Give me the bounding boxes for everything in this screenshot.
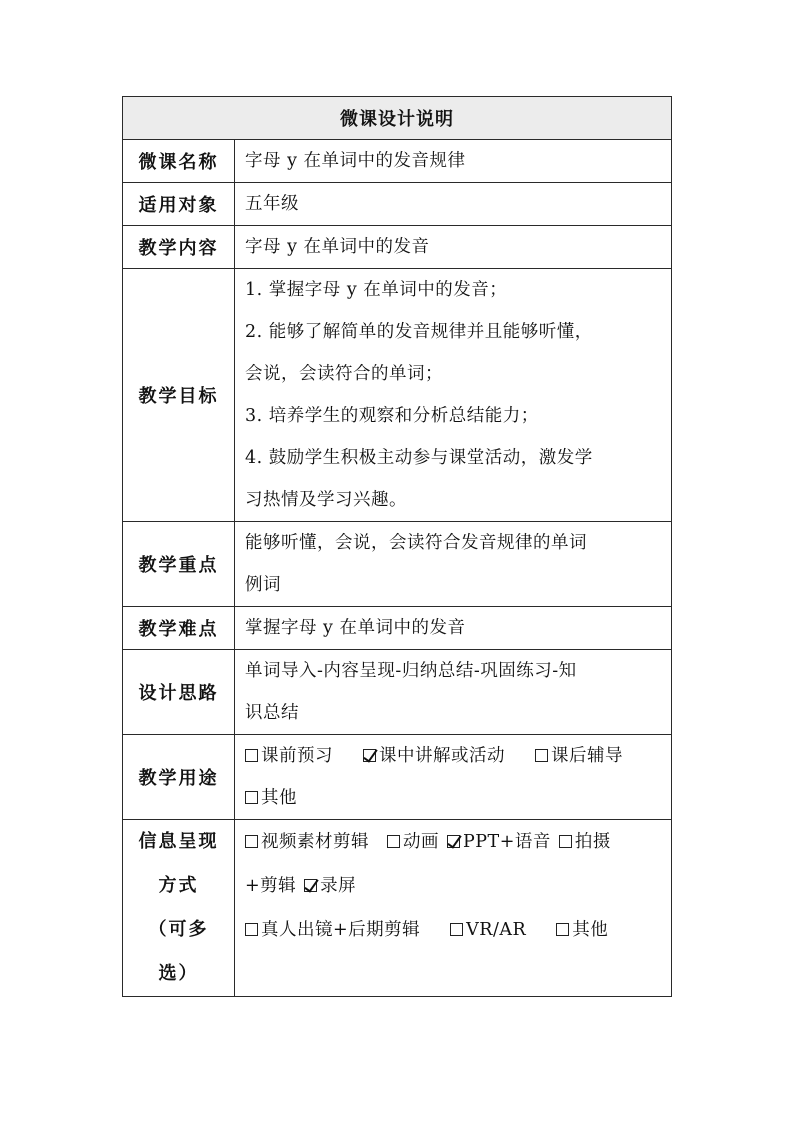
presentation-option[interactable]: 视频素材剪辑 [245, 832, 369, 852]
presentation-option[interactable]: 拍摄 [559, 832, 611, 852]
row-audience [123, 183, 672, 226]
focus-line: 例词 [245, 575, 281, 595]
checked-checkbox-icon[interactable] [304, 879, 317, 892]
goal-line: 会说，会读符合的单词； [245, 364, 443, 384]
value-content: 字母 y 在单词中的发音 [235, 226, 672, 269]
presentation-label-line: （可多 [148, 919, 209, 940]
presentation-line-2 [245, 864, 661, 908]
goal-line: 1. 掌握字母 y 在单词中的发音； [245, 280, 508, 300]
checked-checkbox-icon[interactable] [363, 749, 376, 762]
goal-line: 3. 培养学生的观察和分析总结能力； [245, 406, 539, 426]
checked-checkbox-icon[interactable] [447, 835, 460, 848]
row-goals [123, 269, 672, 522]
title-row [123, 97, 672, 140]
value-difficulty: 掌握字母 y 在单词中的发音 [235, 607, 672, 650]
presentation-option[interactable]: VR/AR [450, 920, 526, 940]
presentation-label-line: 选） [158, 963, 199, 984]
presentation-option[interactable]: PPT+语音 [447, 832, 551, 852]
checkbox-icon[interactable] [450, 923, 463, 936]
label-approach: 设计思路 [123, 650, 235, 735]
label-course-name: 微课名称 [123, 140, 235, 183]
presentation-line-1 [245, 820, 661, 864]
row-approach [123, 650, 672, 735]
usage-option[interactable]: 其他 [245, 788, 297, 808]
checkbox-icon[interactable] [556, 923, 569, 936]
presentation-option[interactable]: 真人出镜+后期剪辑 [245, 920, 420, 940]
presentation-line-3 [245, 908, 661, 952]
value-course-name: 字母 y 在单词中的发音规律 [235, 140, 672, 183]
presentation-label-line: 信息呈现 [138, 831, 219, 852]
usage-line-2 [245, 777, 661, 819]
checkbox-icon[interactable] [535, 749, 548, 762]
value-approach [235, 650, 672, 735]
checkbox-icon[interactable] [245, 791, 258, 804]
usage-option[interactable]: 课后辅导 [535, 746, 623, 766]
goal-line: 2. 能够了解简单的发音规律并且能够听懂， [245, 322, 593, 342]
label-presentation [123, 820, 235, 997]
value-focus [235, 522, 672, 607]
presentation-continuation: +剪辑 [245, 876, 297, 896]
micro-course-design-table [122, 96, 672, 997]
checkbox-icon[interactable] [559, 835, 572, 848]
row-usage [123, 735, 672, 820]
usage-option[interactable]: 课前预习 [245, 746, 333, 766]
row-content [123, 226, 672, 269]
usage-line-1 [245, 735, 661, 777]
checkbox-icon[interactable] [245, 835, 258, 848]
checkbox-icon[interactable] [387, 835, 400, 848]
value-usage [235, 735, 672, 820]
value-goals [235, 269, 672, 522]
usage-option[interactable]: 课中讲解或活动 [363, 746, 505, 766]
approach-line: 识总结 [245, 703, 299, 723]
value-audience: 五年级 [235, 183, 672, 226]
label-difficulty: 教学难点 [123, 607, 235, 650]
presentation-option[interactable]: 其他 [556, 920, 608, 940]
goal-line: 习热情及学习兴趣。 [245, 490, 407, 510]
row-presentation [123, 820, 672, 997]
label-content: 教学内容 [123, 226, 235, 269]
checkbox-icon[interactable] [245, 749, 258, 762]
row-course-name [123, 140, 672, 183]
label-audience: 适用对象 [123, 183, 235, 226]
row-difficulty [123, 607, 672, 650]
presentation-option[interactable]: 动画 [387, 832, 439, 852]
label-focus: 教学重点 [123, 522, 235, 607]
approach-line: 单词导入-内容呈现-归纳总结-巩固练习-知 [245, 661, 577, 681]
goal-line: 4. 鼓励学生积极主动参与课堂活动，激发学 [245, 448, 593, 468]
checkbox-icon[interactable] [245, 923, 258, 936]
table-title: 微课设计说明 [123, 97, 672, 140]
label-usage: 教学用途 [123, 735, 235, 820]
row-focus [123, 522, 672, 607]
label-goals: 教学目标 [123, 269, 235, 522]
value-presentation [235, 820, 672, 997]
focus-line: 能够听懂，会说，会读符合发音规律的单词 [245, 533, 587, 553]
presentation-option[interactable]: 录屏 [304, 876, 356, 896]
presentation-label-line: 方式 [158, 875, 199, 896]
